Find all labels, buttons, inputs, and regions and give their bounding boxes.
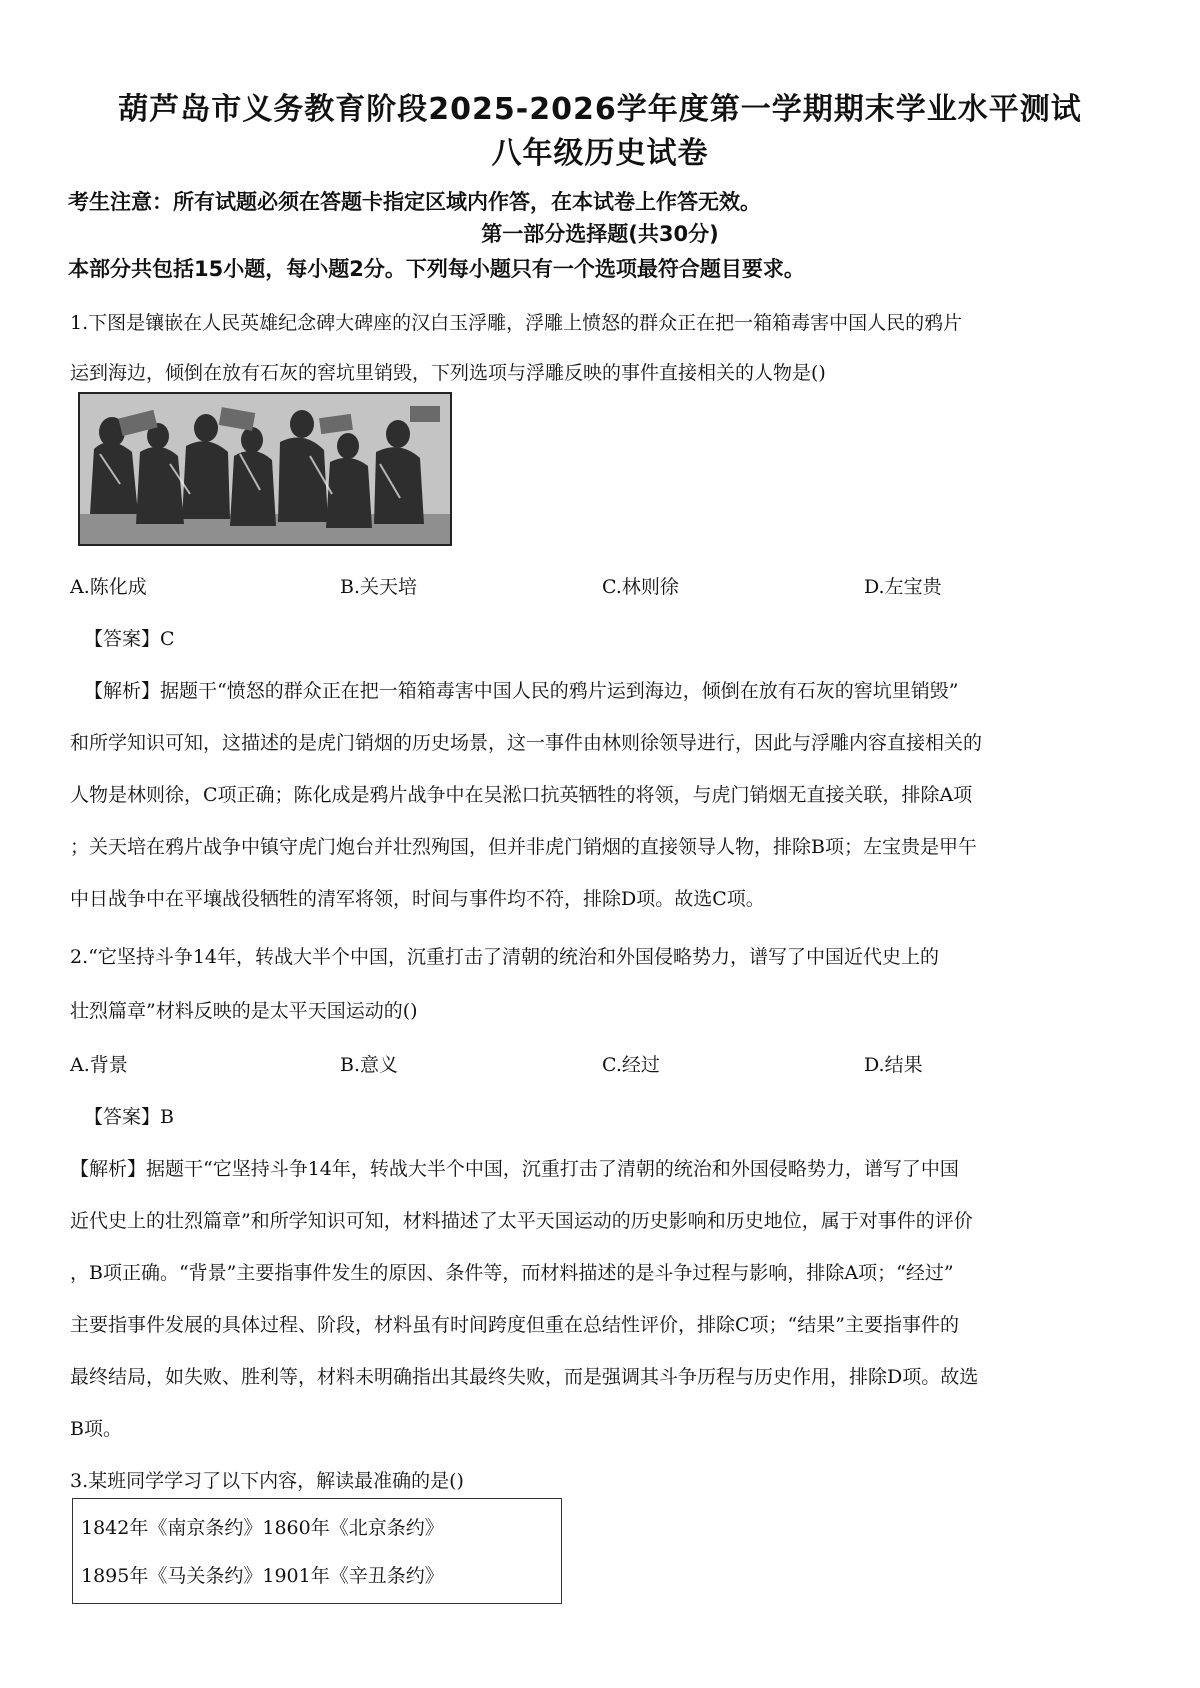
q2-option-c: C.经过 [602,1054,660,1076]
q1-analysis-line: ；关天培在鸦片战争中镇守虎门炮台并壮烈殉国，但并非虎门销烟的直接领导人物，排除B项；左宝贵是甲午 [70,836,977,858]
q1-analysis-line: 和所学知识可知，这描述的是虎门销烟的历史场景，这一事件由林则徐领导进行，因此与浮雕内容直接相关的 [70,732,983,754]
q2-option-d: D.结果 [864,1054,923,1076]
q2-stem-line: 2.“它坚持斗争14年，转战大半个中国，沉重打击了清朝的统治和外国侵略势力，谱写了中国近代史上的 [70,946,940,968]
q2-option-b: B.意义 [340,1054,399,1076]
q3-stem: 3.某班同学学习了以下内容，解读最准确的是() [70,1470,464,1492]
q3-material-box [72,1498,562,1604]
exam-title-line1: 葫芦岛市义务教育阶段2025-2026学年度第一学期期末学业水平测试 [118,92,1082,127]
part-heading: 第一部分选择题(共30分) [481,222,719,246]
q1-analysis-line: 人物是林则徐，C项正确；陈化成是鸦片战争中在吴淞口抗英牺牲的将领，与虎门销烟无直接关联，排除A项 [70,784,973,806]
q1-option-a: A.陈化成 [70,576,147,598]
q2-answer: 【答案】B [84,1106,174,1128]
q3-material-line: 1842年《南京条约》1860年《北京条约》 [81,1517,444,1539]
q2-stem-line: 壮烈篇章”材料反映的是太平天国运动的() [70,1000,418,1022]
q1-analysis-line: 中日战争中在平壤战役牺牲的清军将领，时间与事件均不符，排除D项。故选C项。 [70,888,765,910]
q2-analysis-line: B项。 [70,1418,122,1440]
relief-sculpture-image [78,392,452,546]
q2-analysis-line: 近代史上的壮烈篇章”和所学知识可知，材料描述了太平天国运动的历史影响和历史地位，属于对事件的评价 [70,1210,973,1232]
q2-analysis-line: 主要指事件发展的具体过程、阶段，材料虽有时间跨度但重在总结性评价，排除C项；“结果”主要指事件的 [70,1314,959,1336]
q1-answer: 【答案】C [84,628,175,650]
q1-option-b: B.关天培 [340,576,418,598]
q1-analysis-line: 【解析】据题干“愤怒的群众正在把一箱箱毒害中国人民的鸦片运到海边，倾倒在放有石灰的窖坑里销毁” [84,680,959,702]
q2-analysis-line: 最终结局，如失败、胜利等，材料未明确指出其最终失败，而是强调其斗争历程与历史作用，排除D项。故选 [70,1366,979,1388]
q2-analysis-line: 【解析】据题干“它坚持斗争14年，转战大半个中国，沉重打击了清朝的统治和外国侵略势力，谱写了中国 [70,1158,959,1180]
q2-option-a: A.背景 [70,1054,128,1076]
q1-option-c: C.林则徐 [602,576,679,598]
q2-analysis-line: ，B项正确。“背景”主要指事件发生的原因、条件等，而材料描述的是斗争过程与影响，排除A项；“经过” [70,1262,954,1284]
q3-material-line: 1895年《马关条约》1901年《辛丑条约》 [81,1565,444,1587]
part-instructions: 本部分共包括15小题，每小题2分。下列每小题只有一个选项最符合题目要求。 [68,257,805,281]
exam-notice: 考生注意：所有试题必须在答题卡指定区域内作答，在本试卷上作答无效。 [68,190,761,214]
relief-figures-picture [80,394,450,544]
q1-stem-line: 运到海边，倾倒在放有石灰的窖坑里销毁，下列选项与浮雕反映的事件直接相关的人物是() [70,362,826,384]
q1-stem-line: 1.下图是镶嵌在人民英雄纪念碑大碑座的汉白玉浮雕，浮雕上愤怒的群众正在把一箱箱毒害中国人民的鸦片 [70,312,963,334]
q1-option-d: D.左宝贵 [864,576,942,598]
exam-title-line2: 八年级历史试卷 [491,136,709,171]
